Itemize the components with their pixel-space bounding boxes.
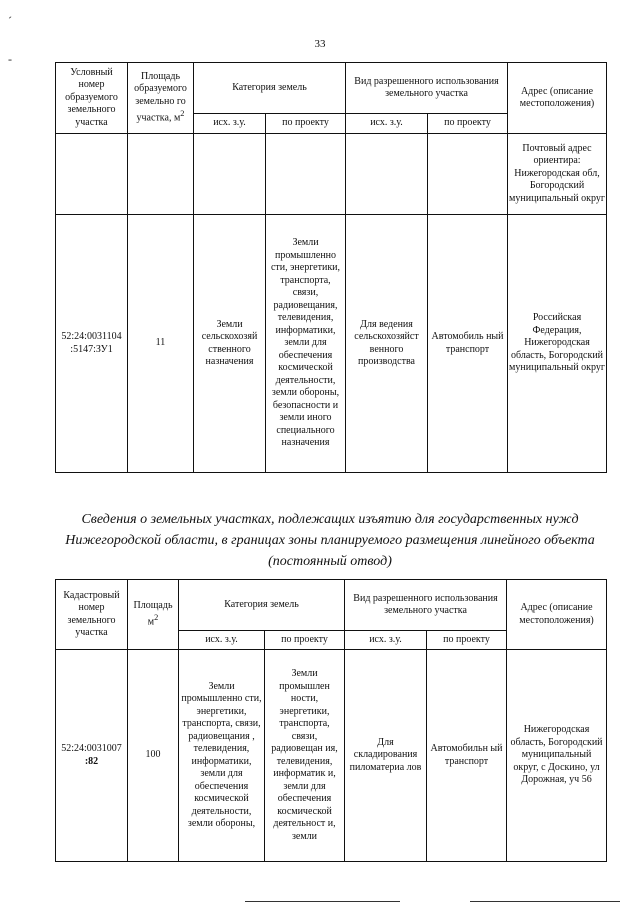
- category-source-cell: Земли сельскохозяй ственного назначения: [194, 215, 266, 473]
- header-sub-source: исх. з.у.: [194, 114, 266, 134]
- use-source-cell: Для ведения сельскохозяйст венного производства: [346, 215, 428, 473]
- category-project-cell: Земли промышленно сти, энергетики, транспорта, связи, радиовещания, телевидения, информатики, земли для обеспечения космической деятельности, земли обороны, безопасности и земли иного специального назначения: [266, 215, 346, 473]
- cadastral-number-cell: 52:24:0031007 :82: [56, 650, 128, 862]
- header-use-type: Вид разрешенного использования земельного участка: [345, 580, 507, 631]
- header-cadastral-number: Кадастровый номер земельного участка: [56, 580, 128, 650]
- header-use-type: Вид разрешенного использования земельного участка: [346, 63, 508, 114]
- area-cell: 100: [128, 650, 179, 862]
- scan-edge-line: [245, 901, 400, 902]
- address-cell: Почтовый адрес ориентира: Нижегородская обл, Богородский муниципальный округ: [508, 134, 607, 215]
- header-sub-project: по проекту: [265, 631, 345, 650]
- category-project-cell: Земли промышлен ности, энергетики, транспорта, связи, радиовещан ия, телевидения, информатик и, земли для обеспечения космической деятельност и, земли: [265, 650, 345, 862]
- header-plot-area: Площадь образуемого земельно го участка, $м^2$: [128, 63, 194, 134]
- plot-area-cell: 11: [128, 215, 194, 473]
- header-sub-project: по проекту: [428, 114, 508, 134]
- header-area: Площадь $м^2$: [128, 580, 179, 650]
- scan-edge-line: [470, 901, 620, 902]
- header-sub-project: по проекту: [427, 631, 507, 650]
- header-sub-source: исх. з.у.: [345, 631, 427, 650]
- page-number: 33: [314, 38, 326, 50]
- scan-mark: ˊ: [8, 14, 12, 28]
- section-heading: Сведения о земельных участках, подлежащих изъятию для государственных нужд Нижегородской области, в границах зоны планируемого размещения линейного объекта (постоянный отвод): [65, 512, 595, 569]
- header-sub-project: по проекту: [266, 114, 346, 134]
- seizure-plots-table: [55, 579, 607, 862]
- address-cell: Нижегородская область, Богородский муниципальный округ, с Доскино, ул Дорожная, уч 56: [507, 650, 607, 862]
- land-plots-table: [55, 62, 607, 473]
- header-plot-number: Условный номер образуемого земельного участка: [56, 63, 128, 134]
- header-category: Категория земель: [179, 580, 345, 631]
- category-source-cell: Земли промышленно сти, энергетики, транспорта, связи, радиовещания , телевидения, информатики, земли для обеспечения космической деятельности, земли обороны,: [179, 650, 265, 862]
- use-source-cell: Для складирования пиломатериа лов: [345, 650, 427, 862]
- header-category: Категория земель: [194, 63, 346, 114]
- header-sub-source: исх. з.у.: [346, 114, 428, 134]
- use-project-cell: Автомобильн ый транспорт: [427, 650, 507, 862]
- header-address: Адрес (описание местоположения): [508, 63, 607, 134]
- header-address: Адрес (описание местоположения): [507, 580, 607, 650]
- use-project-cell: Автомобиль ный транспорт: [428, 215, 508, 473]
- address-cell: Российская Федерация, Нижегородская область, Богородский муниципальный округ: [508, 215, 607, 473]
- plot-number-cell: 52:24:0031104 :5147:ЗУ1: [56, 215, 128, 473]
- scan-mark: -: [8, 52, 12, 66]
- header-sub-source: исх. з.у.: [179, 631, 265, 650]
